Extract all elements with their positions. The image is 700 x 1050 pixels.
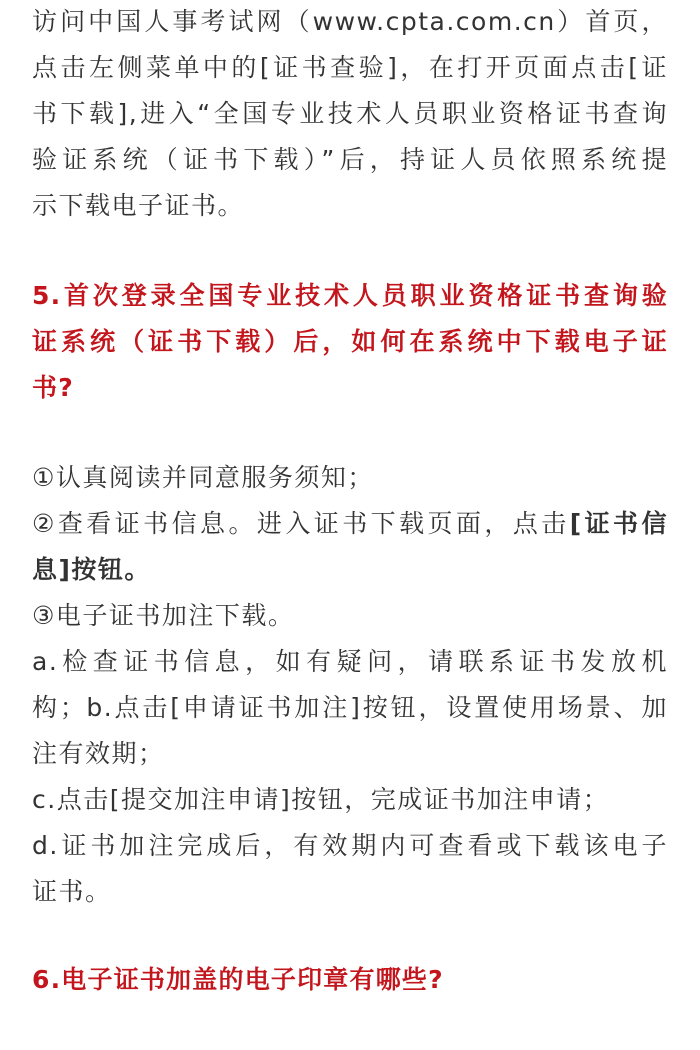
intro-line-1: 访问中国人事考试网（www.cpta.com.cn）首页， (32, 7, 668, 36)
item-a-line-2: 构；b.点击[申请证书加注]按钮，设置使用场景、加 (32, 693, 668, 722)
item-a-line-1: a.检查证书信息，如有疑问，请联系证书发放机 (32, 647, 668, 676)
item-d-line-1: d.证书加注完成后，有效期内可查看或下载该电子 (32, 831, 668, 860)
section5-title-line-3: 书? (32, 373, 74, 402)
intro-line-3: 书下载],进入“全国专业技术人员职业资格证书查询 (32, 99, 668, 128)
section6-title: 6.电子证书加盖的电子印章有哪些? (32, 965, 444, 994)
item-d-line-2: 证书。 (32, 877, 112, 906)
intro-line-2: 点击左侧菜单中的[证书查验]，在打开页面点击[证 (32, 53, 668, 82)
item-c-line: c.点击[提交加注申请]按钮，完成证书加注申请； (32, 785, 610, 814)
step-2-line-2: 息]按钮。 (32, 555, 151, 584)
step-3: ③电子证书加注下载。 (32, 601, 295, 630)
section5-title-line-1: 5.首次登录全国专业技术人员职业资格证书查询验 (32, 281, 668, 310)
item-a-line-3: 注有效期； (32, 739, 165, 768)
intro-line-4: 验证系统（证书下载）”后，持证人员依照系统提 (32, 145, 668, 174)
step-2-text: ②查看证书信息。进入证书下载页面，点击 (32, 509, 570, 538)
step-2-line-1 (32, 506, 668, 542)
section5-title-line-2: 证系统（证书下载）后，如何在系统中下载电子证 (32, 327, 668, 356)
intro-line-5: 示下载电子证书。 (32, 191, 245, 220)
step-1: ①认真阅读并同意服务须知； (32, 463, 374, 492)
step-2-bold-start: [证书信 (569, 509, 668, 538)
